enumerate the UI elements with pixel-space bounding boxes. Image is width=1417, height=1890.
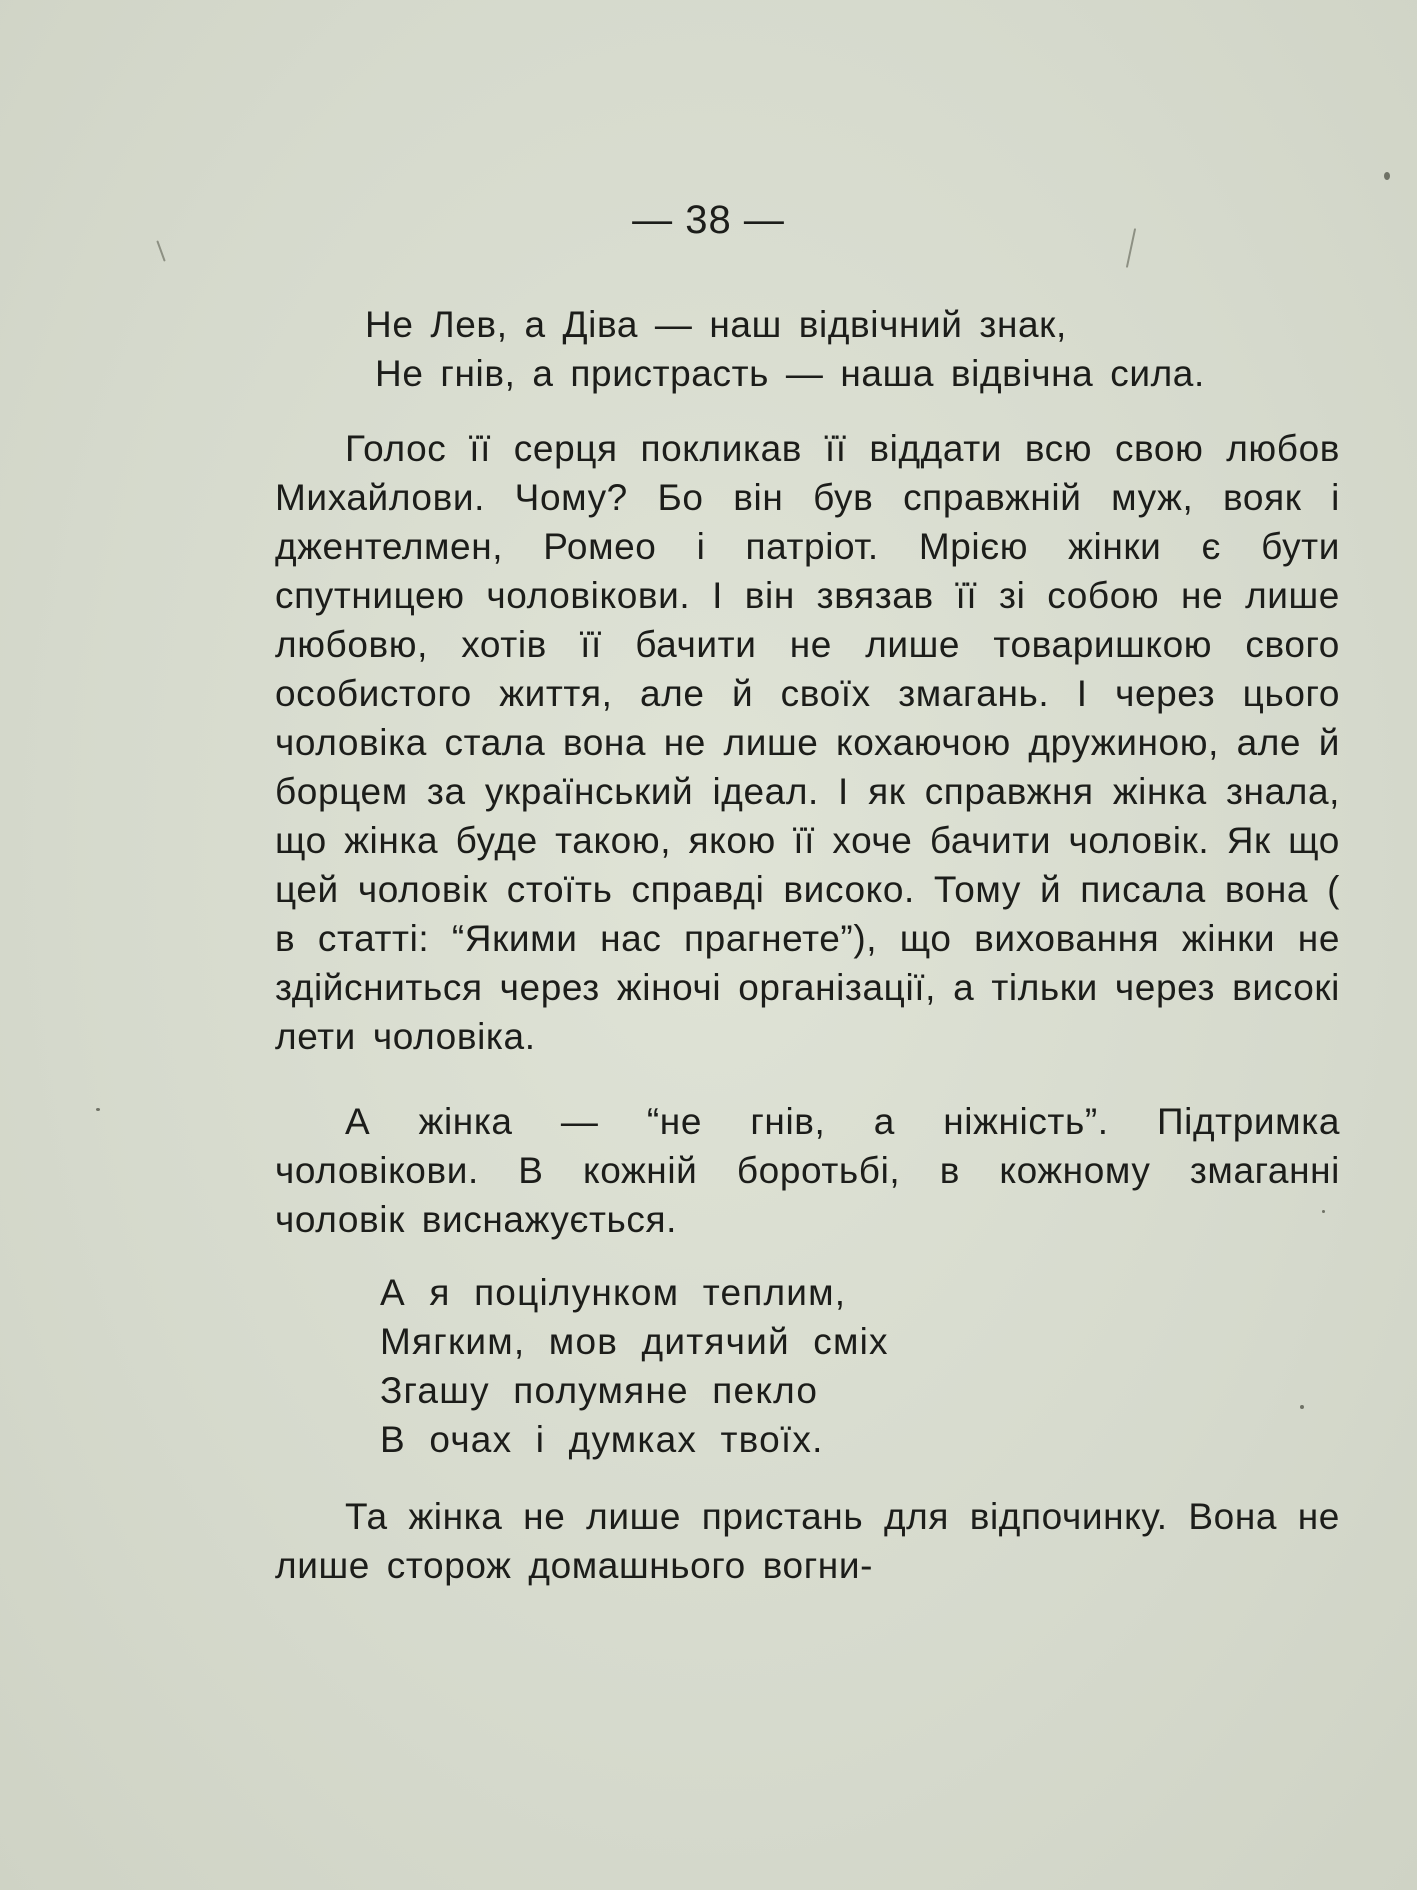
text-column bbox=[275, 300, 1340, 1590]
paper-speck bbox=[156, 240, 165, 261]
paragraph: А жінка — “не гнів, а ніжність”. Підтримка чоловікови. В кожній боротьбі, в кожному змаганні чоловік виснажується. bbox=[275, 1101, 1340, 1240]
verse-line: Не Лев, а Діва — наш відвічний знак, bbox=[365, 304, 1067, 345]
verse-line: Згашу полумяне пекло bbox=[380, 1370, 819, 1411]
paper-speck bbox=[96, 1108, 100, 1111]
poem-verse bbox=[380, 1268, 1340, 1464]
paragraph: Та жінка не лише пристань для відпочинку. Вона не лише сторож домашнього вогни- bbox=[275, 1496, 1340, 1586]
paragraph: Голос її серця покликав її віддати всю свою любов Михайлови. Чому? Бо він був справжній муж, вояк і джентелмен, Ромео і патріот. Мрією жінки є бути спутницею чоловікови. І він звязав її зі собою не лише любовю, хотів її бачити не лише товаришкою свого особистого життя, але й своїх змагань. І через цього чоловіка стала вона не лише кохаючою дружиною, але й борцем за український ідеал. І як справжня жінка знала, що жінка буде такою, якою її хоче бачити чоловік. Як що цей чоловік стоїть справді високо. Тому й писала вона ( в статті: “Якими нас прагнете”), що виховання жінки не здійсниться через жіночі організації, а тільки через високі лети чоловіка. bbox=[275, 428, 1340, 1057]
paper-speck bbox=[1300, 1405, 1304, 1409]
paper-speck bbox=[1384, 172, 1390, 180]
verse-line: Не гнів, а пристрасть — наша відвічна сила. bbox=[375, 353, 1205, 394]
verse-line: Мягким, мов дитячий сміх bbox=[380, 1321, 889, 1362]
paper-speck bbox=[1322, 1210, 1325, 1213]
verse-line: В очах і думках твоїх. bbox=[380, 1419, 824, 1460]
verse-line: А я поцілунком теплим, bbox=[380, 1272, 847, 1313]
epigraph-verse bbox=[365, 300, 1340, 398]
page-number: — 38 — bbox=[632, 198, 785, 242]
